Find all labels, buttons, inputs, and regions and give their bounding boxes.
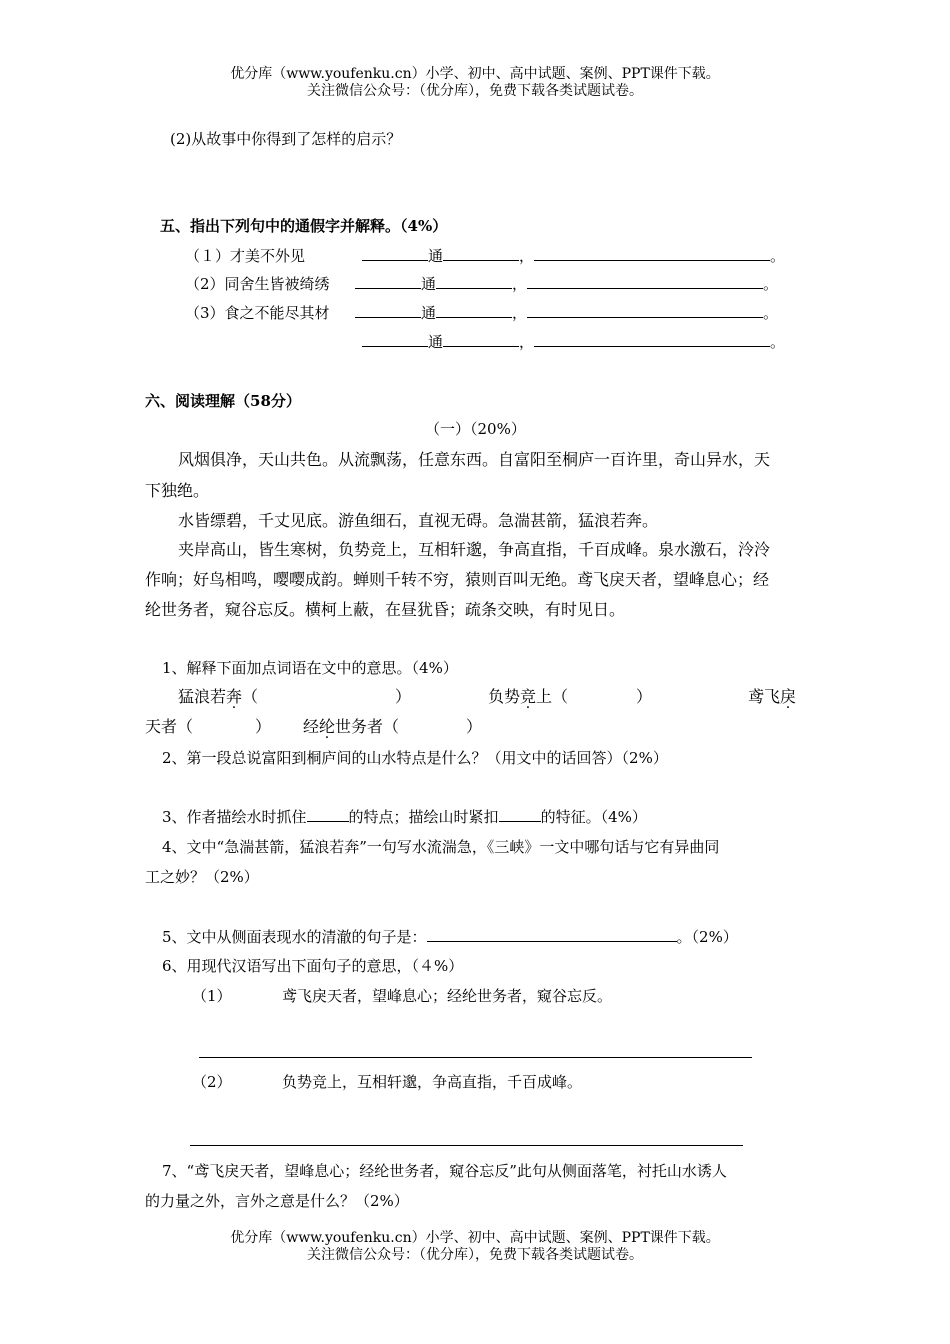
s5-item-3: （3）食之不能尽其材 [185, 304, 330, 322]
q1-term-3-close: ） [255, 717, 272, 736]
footer-line-1: 优分库（www.youfenku.cn）小学、初中、高中试题、案例、PPT课件下载。 [230, 1230, 720, 1246]
q5-blank[interactable] [427, 927, 677, 942]
s5-item-2: （2）同舍生皆被绮绣 [185, 275, 330, 293]
q1-term-1-close: ） [395, 687, 412, 706]
question-7-line2: 的力量之外，言外之意是什么？（2%） [145, 1192, 409, 1210]
q6-1-text: 鸢飞戾天者，望峰息心；经纶世务者，窥谷忘反。 [282, 987, 613, 1005]
passage-para1-line2: 下独绝。 [145, 481, 210, 500]
q3-blank-1[interactable] [307, 807, 349, 822]
question-5: 5、文中从侧面表现水的清澈的句子是： 。（2%） [162, 928, 738, 946]
q3-blank-2[interactable] [499, 807, 541, 822]
question-3: 3、作者描绘水时抓住 的特点；描绘山时紧扣 的特征。（4%） [162, 808, 647, 826]
q1-term-3-cont: 天者（ [145, 717, 194, 736]
q1-term-3: 鸢飞戾 [748, 687, 797, 706]
passage-para3-line3: 纶世务者，窥谷忘反。横柯上蔽，在昼犹昏；疏条交映，有时见日。 [145, 600, 626, 619]
q1-term-2: 负势竞上（ [488, 687, 569, 706]
footer-line-2: 关注微信公众号：（优分库），免费下载各类试题试卷。 [307, 1247, 643, 1263]
s5-answer-row-1: 通 ， 。 [362, 245, 785, 266]
q6-2-text: 负势竞上，互相轩邈，争高直指，千百成峰。 [282, 1073, 583, 1091]
s5-answer-row-3: 通 ， 。 [355, 302, 778, 323]
q6-1-number: （1） [192, 987, 232, 1005]
header-line-1: 优分库（www.youfenku.cn）小学、初中、高中试题、案例、PPT课件下载。 [230, 66, 720, 82]
passage-para2: 水皆缥碧，千丈见底。游鱼细石，直视无碍。急湍甚箭，猛浪若奔。 [178, 511, 659, 530]
question-4-line1: 4、文中“急湍甚箭，猛浪若奔”一句写水流湍急，《三峡》一文中哪句话与它有异曲同 [162, 838, 720, 856]
question-4-line2: 工之妙？（2%） [145, 868, 259, 886]
passage-subtitle: （一）（20%） [425, 420, 526, 438]
q6-1-answer-line[interactable] [199, 1057, 752, 1058]
q1-term-2-close: ） [636, 687, 653, 706]
passage-para3-line2: 作响；好鸟相鸣，嘤嘤成韵。蝉则千转不穷，猿则百叫无绝。鸢飞戾天者，望峰息心；经 [145, 570, 770, 589]
question-7-line1: 7、“鸢飞戾天者，望峰息心；经纶世务者，窥谷忘反”此句从侧面落笔，衬托山水诱人 [162, 1162, 727, 1180]
section5-title: 五、指出下列句中的通假字并解释。（4%） [160, 217, 448, 235]
q6-2-answer-line[interactable] [190, 1145, 743, 1146]
question-2: 2、第一段总说富阳到桐庐间的山水特点是什么？（用文中的话回答）（2%） [162, 749, 668, 767]
q1-term-4: 经纶世务者（ [303, 717, 400, 736]
s5-item-1: （１）才美不外见 [185, 247, 306, 265]
s5-answer-row-2: 通 ， 。 [355, 273, 778, 294]
s5-answer-row-4: 通 ， 。 [362, 331, 785, 352]
q1-term-4-close: ） [466, 717, 483, 736]
question-1: 1、解释下面加点词语在文中的意思。（4%） [162, 659, 458, 677]
prev-question: (2)从故事中你得到了怎样的启示？ [170, 130, 402, 148]
question-6: 6、用现代汉语写出下面句子的意思，（４%） [162, 957, 464, 975]
passage-para1-line1: 风烟俱净，天山共色。从流飘荡，任意东西。自富阳至桐庐一百许里，奇山异水，天 [178, 450, 771, 469]
passage-para3-line1: 夹岸高山，皆生寒树，负势竞上，互相轩邈，争高直指，千百成峰。泉水激石，泠泠 [178, 540, 771, 559]
q6-2-number: （2） [192, 1073, 232, 1091]
q1-term-1: 猛浪若奔（ [178, 687, 259, 706]
section6-title: 六、阅读理解（58分） [145, 392, 301, 410]
header-line-2: 关注微信公众号：（优分库），免费下载各类试题试卷。 [307, 83, 643, 99]
